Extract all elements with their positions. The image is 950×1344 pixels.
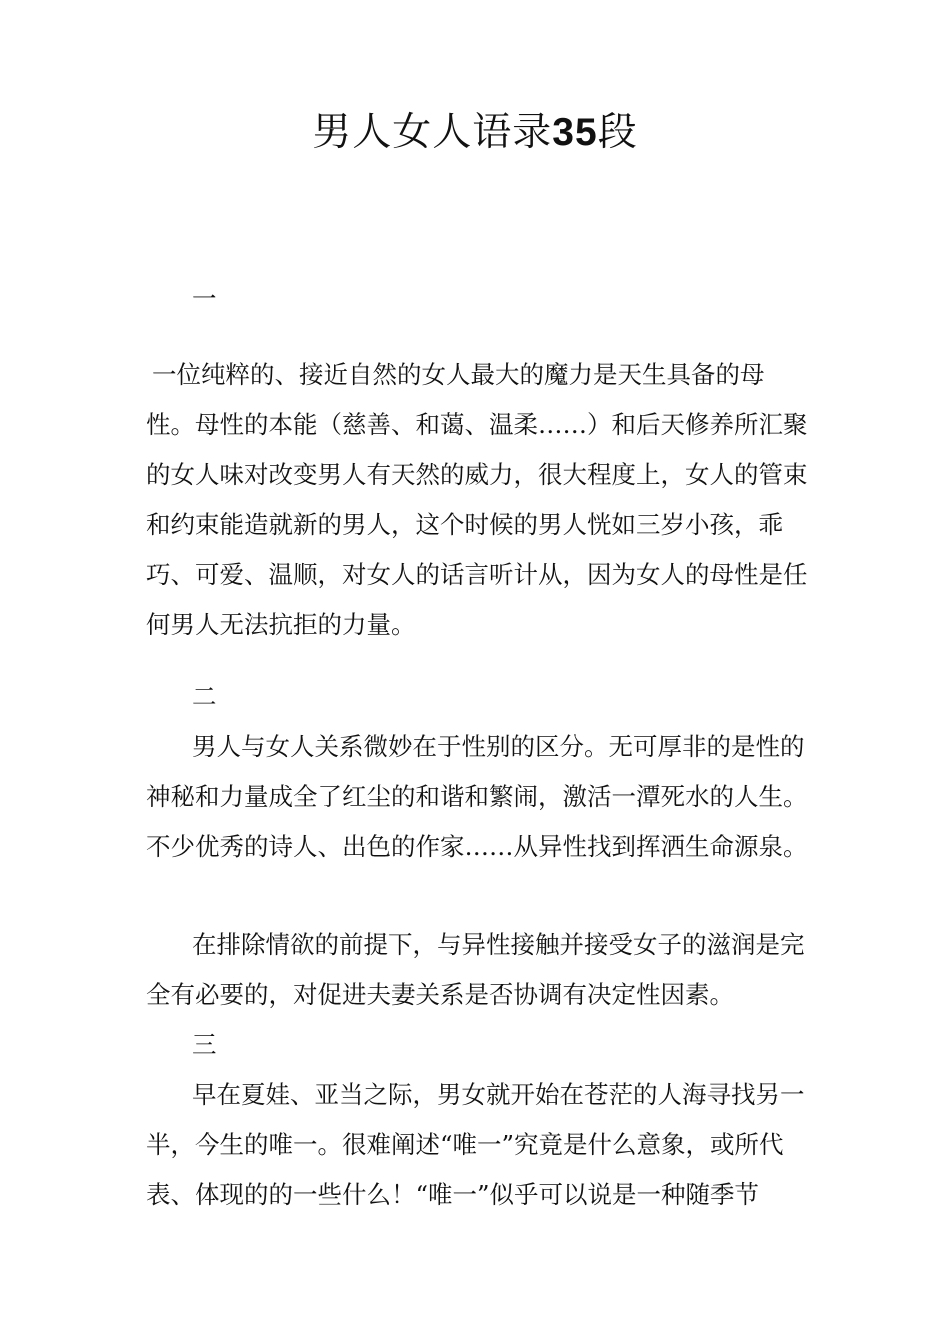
section-1-paragraph-1: 一位纯粹的、接近自然的女人最大的魔力是天生具备的母性。母性的本能（慈善、和蔼、温柔……）和后天修养所汇聚的女人味对改变男人有天然的威力，很大程度上，女人的管束和约束能造就新的男人，这个时候的男人恍如三岁小孩，乖巧、可爱、温顺，对女人的话言听计从，因为女人的母性是任何男人无法抗拒的力量。	[146, 360, 808, 639]
section-heading-1: 一	[192, 284, 217, 313]
section-heading-3: 三	[192, 1030, 217, 1059]
section-3-paragraph-1: 早在夏娃、亚当之际，男女就开始在苍茫的人海寻找另一半，今生的唯一。很难阐述“唯一”究竟是什么意象，或所代表、体现的的一些什么！“唯一”似乎可以说是一种随季节	[146, 1080, 805, 1209]
section-2-paragraph-1: 男人与女人关系微妙在于性别的区分。无可厚非的是性的神秘和力量成全了红尘的和谐和繁闹，激活一潭死水的人生。不少优秀的诗人、出色的作家……从异性找到挥洒生命源泉。	[146, 732, 808, 861]
title-suffix: 段	[597, 110, 638, 155]
section-heading-2: 二	[192, 682, 217, 711]
document-title	[0, 103, 950, 163]
title-number: 35	[552, 111, 598, 154]
title-prefix: 男人女人语录	[312, 110, 553, 155]
section-2-paragraph-2: 在排除情欲的前提下，与异性接触并接受女子的滋润是完全有必要的，对促进夫妻关系是否协调有决定性因素。	[146, 930, 805, 1009]
